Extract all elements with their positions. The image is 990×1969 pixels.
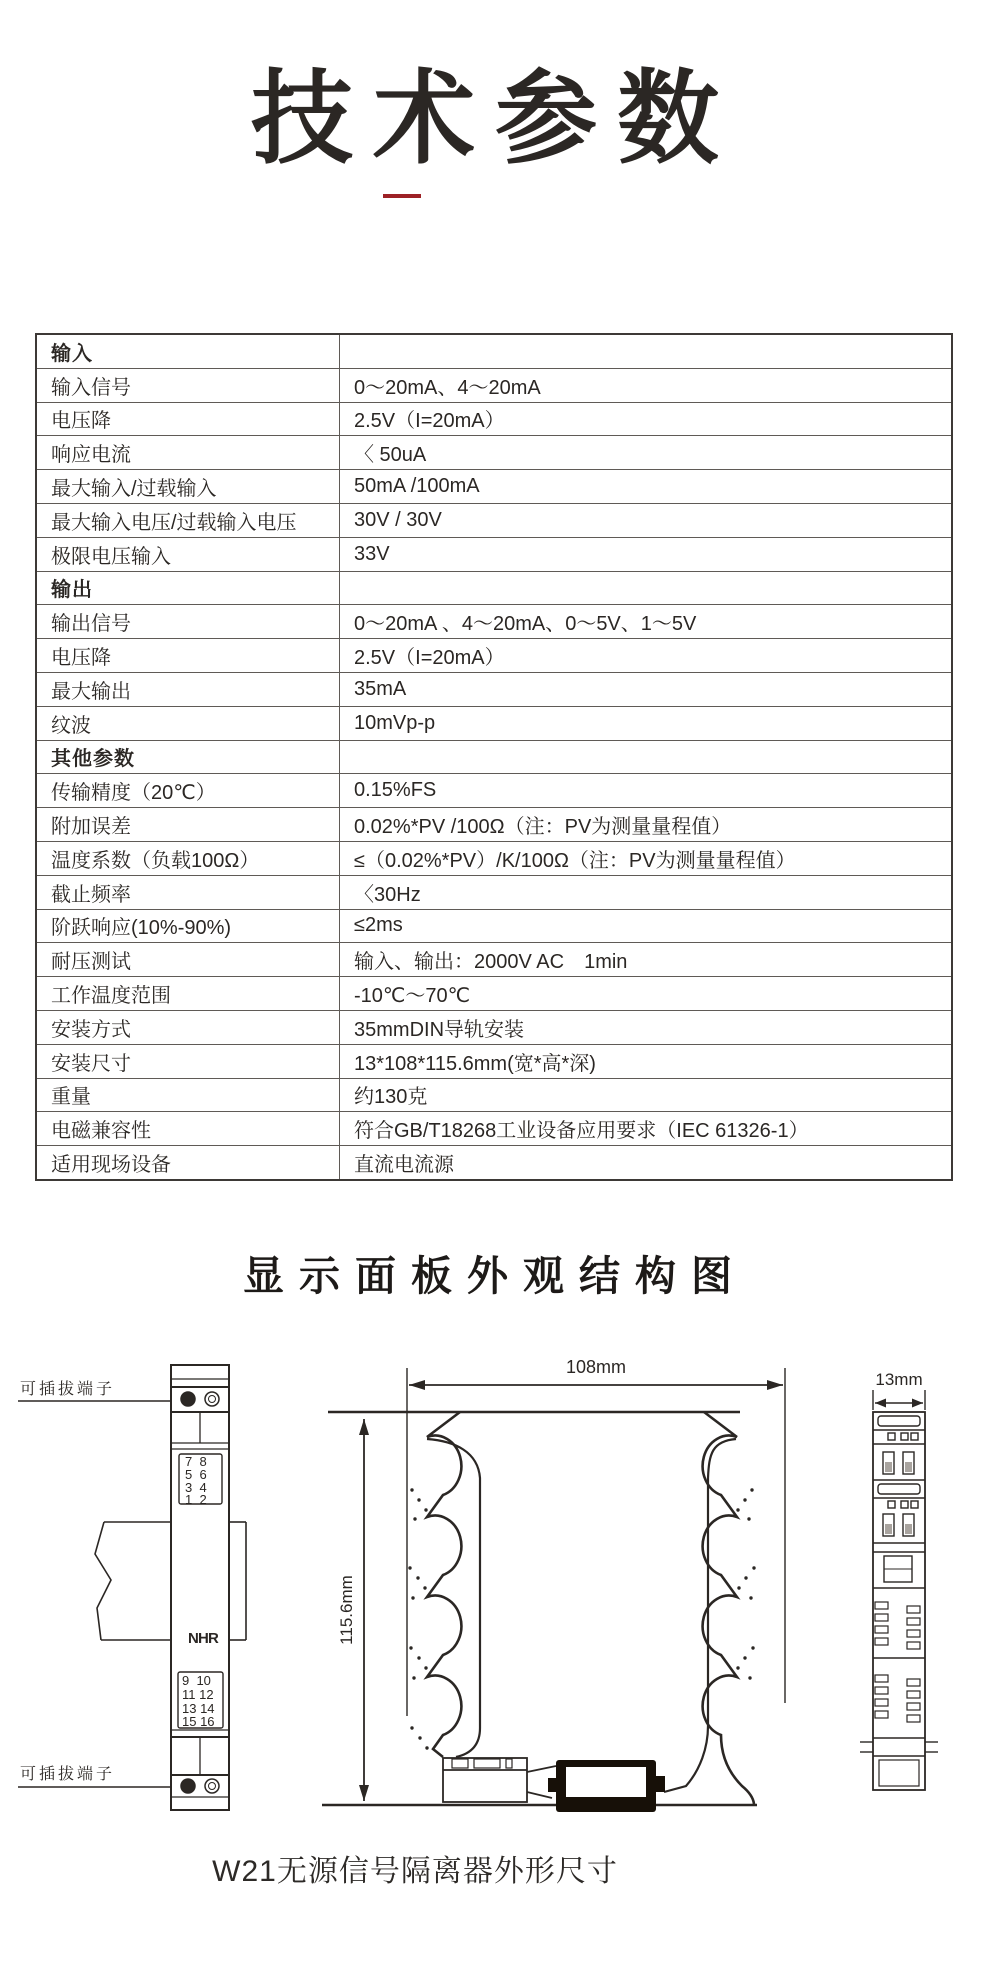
row-value: 2.5V（I=20mA） bbox=[354, 647, 505, 670]
row-value: ≤2ms bbox=[354, 914, 403, 937]
screw-icon bbox=[181, 1779, 195, 1793]
row-value: 2.5V（I=20mA） bbox=[354, 410, 505, 433]
row-value: 33V bbox=[354, 542, 390, 565]
arrow-right-icon bbox=[912, 1399, 923, 1408]
table-row bbox=[37, 368, 951, 402]
row-label: 传输精度（20℃） bbox=[37, 774, 340, 807]
row-label: 响应电流 bbox=[37, 436, 340, 469]
table-row bbox=[37, 807, 951, 841]
table-row bbox=[37, 571, 951, 605]
outline-diagram bbox=[0, 1340, 990, 1820]
section-title: 显示面板外观结构图 bbox=[243, 1253, 747, 1299]
svg-text:13 14: 13 14 bbox=[182, 1701, 215, 1716]
page-title: 技术参数 bbox=[251, 62, 739, 176]
row-value: 约130克 bbox=[354, 1086, 428, 1109]
plug-terminal-label-bottom: 可插拔端子 bbox=[20, 1766, 116, 1783]
table-row bbox=[37, 706, 951, 740]
row-label: 输入信号 bbox=[37, 369, 340, 402]
row-label: 电磁兼容性 bbox=[37, 1112, 340, 1145]
table-row bbox=[37, 537, 951, 571]
svg-text:7 8: 7 8 bbox=[185, 1454, 207, 1469]
table-row bbox=[37, 1010, 951, 1044]
row-label: 耐压测试 bbox=[37, 943, 340, 976]
row-value: 〈30Hz bbox=[354, 883, 421, 906]
row-value: -10℃～70℃ bbox=[354, 985, 471, 1008]
row-value: 输入、输出：2000V AC 1min bbox=[354, 951, 628, 974]
svg-text:5 6: 5 6 bbox=[185, 1467, 207, 1482]
row-label: 温度系数（负载100Ω） bbox=[37, 842, 340, 875]
row-value: ≤（0.02%*PV）/K/100Ω（注：PV为测量量程值） bbox=[354, 849, 796, 872]
table-row bbox=[37, 909, 951, 943]
row-value: 0～20mA、4～20mA bbox=[354, 376, 541, 399]
arrow-right-icon bbox=[767, 1380, 783, 1390]
svg-text:H: H bbox=[198, 1630, 209, 1647]
accent-dash bbox=[383, 194, 421, 198]
table-row bbox=[37, 1044, 951, 1078]
row-value: 30V / 30V bbox=[354, 508, 442, 531]
row-label: 输出信号 bbox=[37, 605, 340, 638]
plug-terminal-label-top: 可插拔端子 bbox=[20, 1381, 116, 1398]
svg-text:9 10: 9 10 bbox=[182, 1673, 211, 1688]
svg-text:3 4: 3 4 bbox=[185, 1480, 207, 1495]
terminal-numbers-lower bbox=[182, 1673, 215, 1729]
row-value: 50mA /100mA bbox=[354, 475, 480, 498]
row-label: 电压降 bbox=[37, 639, 340, 672]
row-value: 符合GB/T18268工业设备应用要求（IEC 61326-1） bbox=[354, 1120, 809, 1143]
table-row bbox=[37, 740, 951, 774]
row-value bbox=[340, 741, 951, 774]
row-label: 最大输入电压/过载输入电压 bbox=[37, 504, 340, 537]
row-label: 工作温度范围 bbox=[37, 977, 340, 1010]
row-label: 其他参数 bbox=[37, 741, 340, 774]
dim-depth bbox=[873, 1370, 925, 1410]
row-value: 直流电流源 bbox=[354, 1154, 454, 1177]
table-row bbox=[37, 469, 951, 503]
row-label: 输出 bbox=[37, 572, 340, 605]
svg-text:11 12: 11 12 bbox=[182, 1687, 214, 1702]
row-label: 阶跃响应(10%-90%) bbox=[37, 910, 340, 943]
dim-height bbox=[337, 1419, 369, 1801]
table-row bbox=[37, 604, 951, 638]
row-label: 安装方式 bbox=[37, 1011, 340, 1044]
spec-table bbox=[35, 333, 953, 1181]
row-value bbox=[340, 572, 951, 605]
row-value: 0.15%FS bbox=[354, 779, 437, 802]
table-row bbox=[37, 942, 951, 976]
top-view bbox=[322, 1357, 785, 1812]
arrow-up-icon bbox=[359, 1419, 369, 1435]
row-value: 0～20mA 、4～20mA、0～5V、1～5V bbox=[354, 613, 697, 636]
row-label: 极限电压输入 bbox=[37, 538, 340, 571]
table-row bbox=[37, 672, 951, 706]
table-row bbox=[37, 1145, 951, 1179]
row-label: 适用现场设备 bbox=[37, 1146, 340, 1179]
row-label: 安装尺寸 bbox=[37, 1045, 340, 1078]
connector-block bbox=[548, 1760, 665, 1812]
table-row bbox=[37, 773, 951, 807]
row-label: 电压降 bbox=[37, 403, 340, 436]
table-row bbox=[37, 841, 951, 875]
table-row bbox=[37, 875, 951, 909]
svg-text:N: N bbox=[188, 1630, 199, 1647]
dim-height-label: 115.6mm bbox=[337, 1575, 356, 1645]
dim-depth-label: 13mm bbox=[875, 1370, 923, 1389]
dim-width-label: 108mm bbox=[565, 1357, 627, 1377]
row-label: 最大输出 bbox=[37, 673, 340, 706]
arrow-left-icon bbox=[875, 1399, 886, 1408]
row-label: 纹波 bbox=[37, 707, 340, 740]
row-value: 35mA bbox=[354, 677, 407, 700]
arrow-down-icon bbox=[359, 1785, 369, 1801]
row-label: 重量 bbox=[37, 1079, 340, 1112]
front-view bbox=[18, 1365, 246, 1810]
table-row bbox=[37, 503, 951, 537]
row-value: 〈 50uA bbox=[354, 444, 427, 467]
din-clip bbox=[443, 1758, 556, 1802]
table-row bbox=[37, 1078, 951, 1112]
svg-text:1 2: 1 2 bbox=[185, 1492, 207, 1507]
table-row bbox=[37, 435, 951, 469]
brand-logo bbox=[188, 1630, 219, 1647]
table-row bbox=[37, 335, 951, 368]
row-value: 10mVp-p bbox=[354, 711, 436, 734]
table-row bbox=[37, 976, 951, 1010]
arrow-left-icon bbox=[409, 1380, 425, 1390]
screw-icon bbox=[181, 1392, 195, 1406]
caption: W21无源信号隔离器外形尺寸 bbox=[212, 1855, 618, 1888]
row-label: 附加误差 bbox=[37, 808, 340, 841]
svg-text:15 16: 15 16 bbox=[182, 1714, 215, 1729]
row-label: 截止频率 bbox=[37, 876, 340, 909]
row-value: 13*108*115.6mm(宽*高*深) bbox=[354, 1052, 596, 1075]
row-value bbox=[340, 335, 951, 368]
row-value: 0.02%*PV /100Ω（注：PV为测量量程值） bbox=[354, 816, 732, 839]
row-label: 输入 bbox=[37, 335, 340, 368]
terminal-numbers-upper bbox=[185, 1454, 207, 1507]
side-view bbox=[860, 1370, 938, 1790]
table-row bbox=[37, 638, 951, 672]
row-value: 35mmDIN导轨安装 bbox=[354, 1018, 525, 1041]
table-row bbox=[37, 402, 951, 436]
svg-text:R: R bbox=[208, 1630, 219, 1647]
table-row bbox=[37, 1111, 951, 1145]
row-label: 最大输入/过载输入 bbox=[37, 470, 340, 503]
